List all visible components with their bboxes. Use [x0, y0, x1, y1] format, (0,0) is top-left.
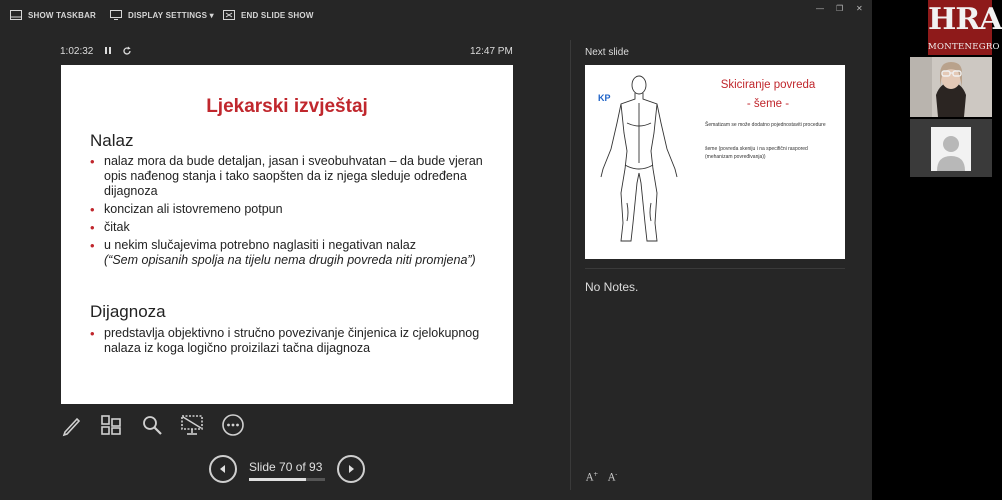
bullet-text: u nekim slučajevima potrebno naglasiti i negativan nalaz: [104, 238, 416, 252]
bullet-item: • čitak: [90, 220, 490, 235]
slide-title: Ljekarski izvještaj: [206, 96, 368, 117]
restart-timer-icon[interactable]: [122, 46, 132, 59]
increase-font-icon[interactable]: A+: [586, 471, 599, 484]
next-slide-text-2: šeme (povreda skeniju i na specifični raspored (mehanizam povređivanja)): [705, 146, 808, 160]
show-taskbar-button[interactable]: [10, 8, 96, 22]
slide-counter[interactable]: Slide 70 of 93: [249, 460, 323, 474]
participant-video-image: [910, 57, 992, 117]
participant-video-tile[interactable]: [910, 57, 992, 117]
triangle-left-icon: [218, 464, 228, 474]
logo-subtext: MONTENEGRO: [928, 42, 1000, 52]
body-diagram-image: [591, 73, 687, 253]
next-slide-text-1: Šematizam se može dodatno pojednostaviti procedure: [705, 122, 826, 128]
minimize-icon[interactable]: —: [816, 4, 824, 13]
triangle-right-icon: [346, 464, 356, 474]
bullet-item: [90, 238, 490, 268]
bullet-item: • predstavlja objektivno i stručno povezivanje činjenica iz cjelokupnog nalaza iz koga logično proizilazi tačna dijagnoza: [90, 326, 490, 356]
next-slide-button[interactable]: [337, 455, 365, 483]
pane-divider[interactable]: [570, 40, 571, 490]
person-silhouette-icon: [910, 119, 992, 177]
next-slide-subtitle: - šeme -: [746, 98, 790, 110]
end-slide-show-label: END SLIDE SHOW: [241, 10, 314, 20]
more-options-icon[interactable]: [220, 412, 246, 438]
participant-logo-tile[interactable]: [928, 0, 1002, 55]
slide-progress-fill: [249, 478, 306, 481]
bullet-italic-quote: (“Sem opisanih spolja na tijelu nema drugih povreda niti promjena”): [104, 253, 476, 267]
current-time: 12:47 PM: [470, 46, 513, 57]
next-slide-label: Next slide: [585, 47, 629, 58]
next-slide-title: Skiciranje povreda: [720, 79, 816, 91]
bullet-item: • koncizan ali istovremeno potpun: [90, 202, 490, 217]
zoom-icon[interactable]: [139, 412, 165, 438]
display-icon: [110, 10, 122, 20]
dijagnoza-bullet-list: [90, 326, 490, 359]
previous-slide-button[interactable]: [209, 455, 237, 483]
participant-avatar-tile[interactable]: [910, 119, 992, 177]
decrease-font-icon[interactable]: A-: [608, 471, 618, 484]
pen-tool-icon[interactable]: [59, 412, 85, 438]
slide-progress-bar: [249, 478, 325, 481]
display-settings-label: DISPLAY SETTINGS ▾: [128, 10, 214, 20]
nalaz-bullet-list: [90, 154, 490, 271]
section-heading-dijagnoza: Dijagnoza: [90, 302, 166, 321]
black-screen-icon[interactable]: [179, 412, 205, 438]
display-settings-button[interactable]: [110, 8, 214, 22]
logo-text: HRA: [928, 2, 1002, 37]
end-slide-show-button[interactable]: [223, 8, 314, 22]
next-slide-kp-label: KP: [598, 93, 611, 103]
elapsed-timer: 1:02:32: [60, 46, 94, 57]
notes-divider: [585, 268, 845, 269]
taskbar-icon: [10, 10, 22, 20]
pause-timer-icon[interactable]: [104, 46, 112, 58]
show-taskbar-label: SHOW TASKBAR: [28, 10, 97, 20]
close-icon[interactable]: ✕: [856, 4, 863, 13]
current-slide: [61, 65, 513, 404]
end-show-icon: [223, 10, 235, 20]
restore-icon[interactable]: ❐: [836, 4, 844, 13]
see-all-slides-icon[interactable]: [98, 412, 124, 438]
top-toolbar: [0, 0, 872, 30]
next-slide-preview[interactable]: [585, 65, 845, 259]
bullet-item: • nalaz mora da bude detaljan, jasan i sveobuhvatan – da bude vjeran opis nađenog stanja i tako saopšten da iz njega sleduje određena dijagnoza: [90, 154, 490, 199]
section-heading-nalaz: Nalaz: [90, 131, 134, 150]
speaker-notes[interactable]: No Notes.: [585, 280, 639, 294]
